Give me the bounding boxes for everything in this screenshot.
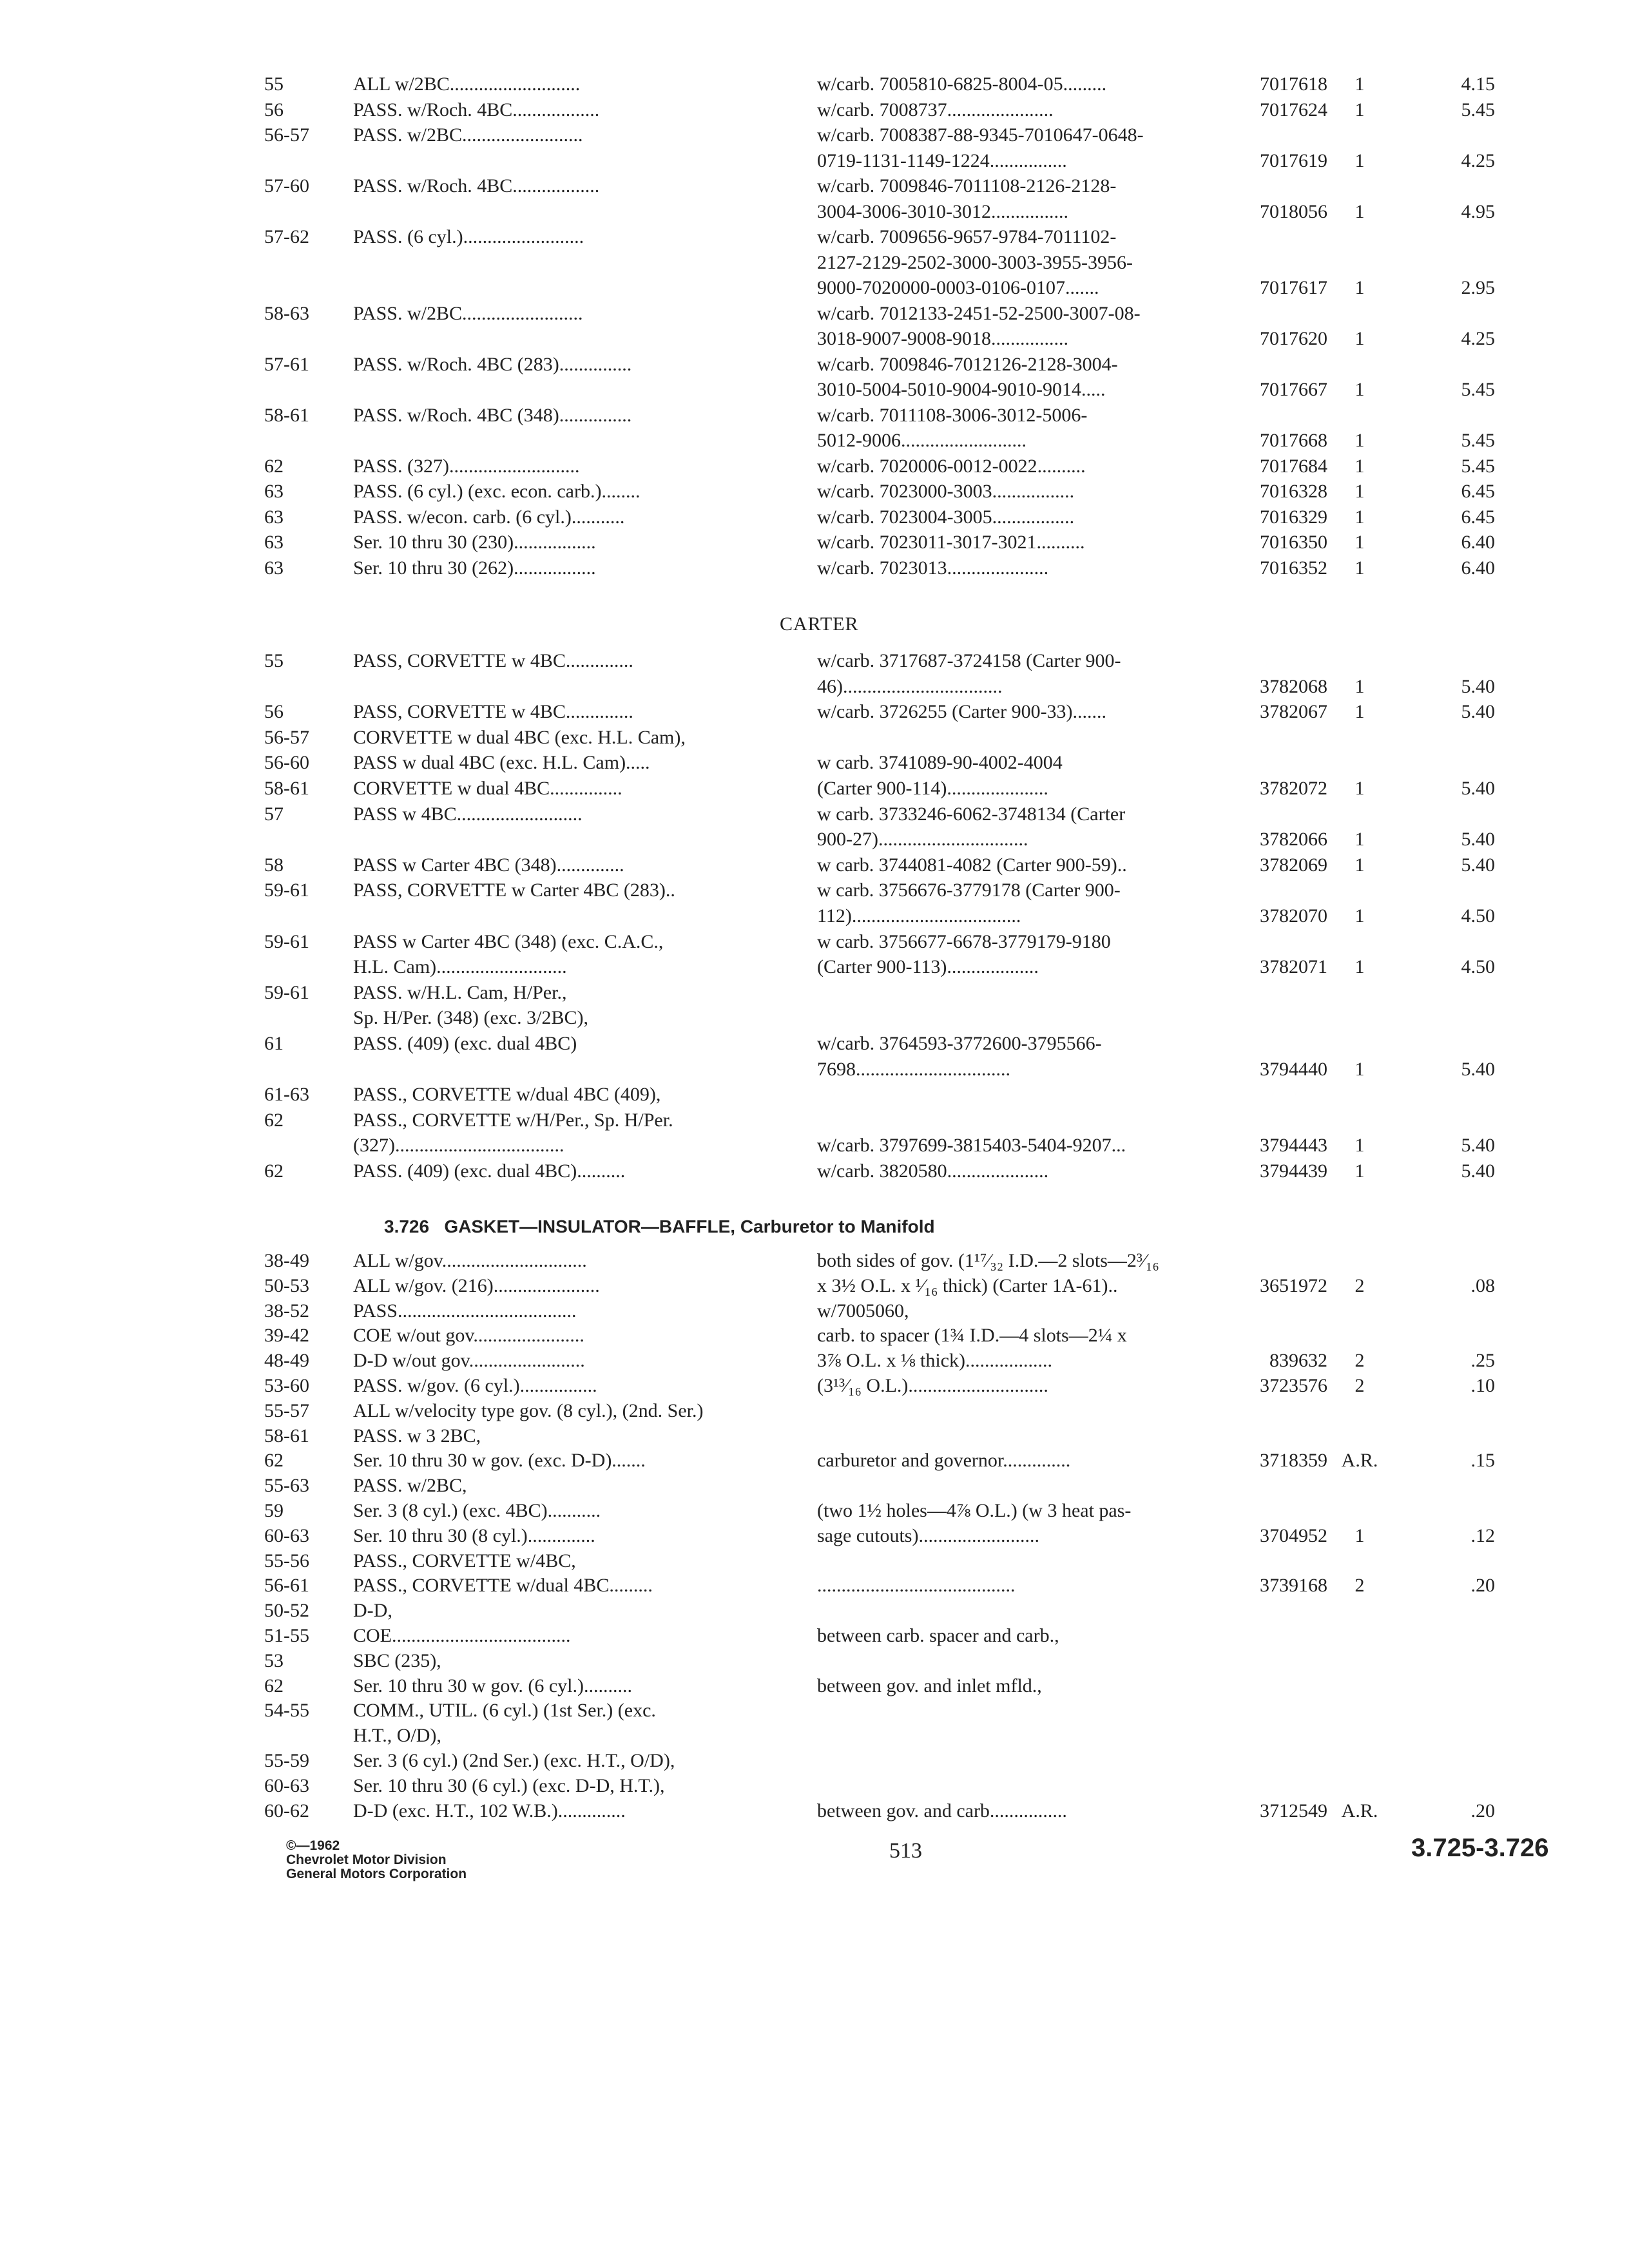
description-cell: w/carb. 3726255 (Carter 900-33)....... [817,701,1107,723]
year-cell: 38-52 [264,1300,309,1321]
quantity-cell: 1 [1354,675,1365,697]
part-number-cell: 7017617 [1260,277,1327,298]
application-cell: PASS, CORVETTE w Carter 4BC (283).. [353,879,675,901]
application-cell: PASS., CORVETTE w/dual 4BC (409), [353,1084,661,1106]
quantity-cell: 1 [1354,200,1365,222]
year-cell: 48-49 [264,1350,309,1372]
year-cell: 63 [264,532,284,553]
description-cell: sage cutouts)......................... [817,1524,1039,1546]
quantity-cell: 1 [1354,1058,1365,1080]
description-cell: w/carb. 7023004-3005................. [817,506,1075,528]
application-cell: ALL w/gov. (216)...................... [353,1274,600,1296]
quantity-cell: 2 [1354,1575,1365,1597]
year-cell: 62 [264,1675,284,1696]
corporation-name: General Motors Corporation [286,1867,467,1881]
quantity-cell: 1 [1354,277,1365,298]
description-cell: 7698................................ [817,1058,1010,1080]
description-cell: (3¹³⁄₁₆ O.L.)............................. [817,1375,1048,1396]
year-cell: 62 [264,1160,284,1182]
description-cell: between gov. and inlet mfld., [817,1675,1042,1696]
application-cell: PASS. (6 cyl.) (exc. econ. carb.)........ [353,481,641,502]
year-cell: 63 [264,557,284,579]
description-cell: w/carb. 3717687-3724158 (Carter 900- [817,650,1121,671]
year-cell: 59-61 [264,981,309,1003]
quantity-cell: 1 [1354,1135,1365,1157]
description-cell: 2127-2129-2502-3000-3003-3955-3956- [817,251,1133,273]
year-cell: 55-59 [264,1750,309,1771]
price-cell: 6.40 [1461,532,1495,553]
description-cell: ......................................... [817,1575,1016,1597]
year-cell: 55 [264,73,284,95]
quantity-cell: 1 [1354,778,1365,799]
part-number-cell: 7017684 [1260,455,1327,477]
quantity-cell: 1 [1354,701,1365,723]
description-cell: w/carb. 7008737...................... [817,99,1054,120]
description-cell: w/carb. 7009846-7011108-2126-2128- [817,175,1117,197]
year-cell: 60-63 [264,1524,309,1546]
part-number-cell: 7017667 [1260,379,1327,400]
year-cell: 59 [264,1500,284,1521]
price-cell: .15 [1470,1450,1495,1472]
price-cell: 5.40 [1461,675,1495,697]
quantity-cell: 1 [1354,829,1365,850]
application-cell: Ser. 3 (8 cyl.) (exc. 4BC)........... [353,1500,601,1521]
part-number-cell: 3723576 [1260,1375,1327,1396]
description-cell: w/carb. 7011108-3006-3012-5006- [817,404,1088,426]
group-number: 3.726 [384,1216,430,1236]
application-cell: PASS. w/2BC......................... [353,302,583,324]
description-cell: 46)................................. [817,675,1003,697]
description-cell: w/carb. 7005810-6825-8004-05......... [817,73,1107,95]
year-cell: 38-49 [264,1250,309,1271]
application-cell: PASS w Carter 4BC (348).............. [353,854,624,876]
part-number-cell: 7016329 [1260,506,1327,528]
part-number-cell: 7016328 [1260,481,1327,502]
year-cell: 56-60 [264,752,309,774]
part-number-cell: 3782070 [1260,905,1327,927]
quantity-cell: 1 [1354,557,1365,579]
year-cell: 61 [264,1033,284,1054]
price-cell: 4.25 [1461,328,1495,349]
year-cell: 59-61 [264,930,309,952]
application-cell: COE w/out gov....................... [353,1325,584,1347]
part-number-cell: 3704952 [1260,1524,1327,1546]
part-number-cell: 7018056 [1260,200,1327,222]
price-cell: 4.25 [1461,149,1495,171]
application-cell: COE..................................... [353,1625,571,1646]
application-cell: Ser. 10 thru 30 w gov. (exc. D-D)....... [353,1450,646,1472]
division-name: Chevrolet Motor Division [286,1852,447,1867]
year-cell: 51-55 [264,1625,309,1646]
quantity-cell: A.R. [1341,1800,1378,1821]
part-number-cell: 3782071 [1260,956,1327,978]
application-cell: PASS. w/2BC......................... [353,124,583,146]
description-cell: (two 1½ holes—4⅞ O.L.) (w 3 heat pas- [817,1500,1132,1521]
year-cell: 63 [264,481,284,502]
part-number-cell: 3782069 [1260,854,1327,876]
year-cell: 61-63 [264,1084,309,1106]
application-cell: Sp. H/Per. (348) (exc. 3/2BC), [353,1007,588,1029]
group-heading [384,1216,935,1237]
price-cell: 5.40 [1461,778,1495,799]
group-title: GASKET—INSULATOR—BAFFLE, [444,1216,736,1236]
quantity-cell: 1 [1354,455,1365,477]
description-cell: carburetor and governor.............. [817,1450,1071,1472]
price-cell: 5.40 [1461,1058,1495,1080]
quantity-cell: 2 [1354,1350,1365,1372]
description-cell: (Carter 900-114)..................... [817,778,1048,799]
part-number-cell: 3739168 [1260,1575,1327,1597]
year-cell: 62 [264,1450,284,1472]
description-cell: w/carb. 7012133-2451-52-2500-3007-08- [817,302,1141,324]
application-cell: PASS. (409) (exc. dual 4BC) [353,1033,577,1054]
year-cell: 56-61 [264,1575,309,1597]
quantity-cell: 1 [1354,1524,1365,1546]
quantity-cell: 1 [1354,956,1365,978]
description-cell: 3018-9007-9008-9018................ [817,328,1068,349]
price-cell: 5.40 [1461,1135,1495,1157]
year-cell: 63 [264,506,284,528]
part-number-cell: 3794443 [1260,1135,1327,1157]
year-cell: 55-56 [264,1550,309,1571]
description-cell: between carb. spacer and carb., [817,1625,1059,1646]
price-cell: 6.45 [1461,481,1495,502]
description-cell: 5012-9006.......................... [817,430,1027,451]
part-number-cell: 3782066 [1260,829,1327,850]
description-cell: carb. to spacer (1¾ I.D.—4 slots—2¼ x [817,1325,1127,1347]
application-cell: PASS. (6 cyl.)......................... [353,226,584,247]
part-number-cell: 7017620 [1260,328,1327,349]
year-cell: 56-57 [264,124,309,146]
description-cell: w/carb. 7020006-0012-0022.......... [817,455,1086,477]
carter-heading: CARTER [780,613,859,635]
year-cell: 62 [264,1109,284,1131]
application-cell: PASS, CORVETTE w 4BC.............. [353,701,633,723]
part-number-cell: 3782072 [1260,778,1327,799]
application-cell: SBC (235), [353,1649,441,1671]
description-cell: w/carb. 3820580..................... [817,1160,1049,1182]
quantity-cell: 1 [1354,73,1365,95]
year-cell: 54-55 [264,1700,309,1722]
price-cell: 4.50 [1461,956,1495,978]
price-cell: 6.40 [1461,557,1495,579]
application-cell: D-D, [353,1600,392,1622]
application-cell: Ser. 10 thru 30 (230)................. [353,532,596,553]
price-cell: 5.45 [1461,430,1495,451]
application-cell: ALL w/velocity type gov. (8 cyl.), (2nd. Ser.) [353,1399,704,1421]
application-cell: PASS w 4BC.......................... [353,803,583,825]
price-cell: 5.40 [1461,1160,1495,1182]
description-cell: x 3½ O.L. x ¹⁄₁₆ thick) (Carter 1A-61).. [817,1274,1118,1296]
description-cell: w/carb. 7023000-3003................. [817,481,1075,502]
description-cell: 9000-7020000-0003-0106-0107....... [817,277,1099,298]
part-number-cell: 3651972 [1260,1274,1327,1296]
application-cell: PASS, CORVETTE w 4BC.............. [353,650,633,671]
quantity-cell: 1 [1354,481,1365,502]
application-cell: PASS. w/Roch. 4BC (283)............... [353,353,632,375]
description-cell: w/carb. 7023011-3017-3021.......... [817,532,1085,553]
year-cell: 60-63 [264,1774,309,1796]
price-cell: .20 [1470,1575,1495,1597]
year-cell: 39-42 [264,1325,309,1347]
application-cell: PASS. (409) (exc. dual 4BC).......... [353,1160,626,1182]
description-cell: between gov. and carb................ [817,1800,1067,1821]
part-number-cell: 3718359 [1260,1450,1327,1472]
year-cell: 58-61 [264,404,309,426]
description-cell: 0719-1131-1149-1224................ [817,149,1067,171]
part-number-cell: 7017668 [1260,430,1327,451]
application-cell: Ser. 10 thru 30 (6 cyl.) (exc. D-D, H.T.), [353,1774,665,1796]
description-cell: 3⅞ O.L. x ⅛ thick).................. [817,1350,1052,1372]
year-cell: 56-57 [264,726,309,748]
price-cell: .12 [1470,1524,1495,1546]
price-cell: .10 [1470,1375,1495,1396]
description-cell: w carb. 3744081-4082 (Carter 900-59).. [817,854,1127,876]
part-number-cell: 3782067 [1260,701,1327,723]
application-cell: Ser. 3 (6 cyl.) (2nd Ser.) (exc. H.T., O/D), [353,1750,675,1771]
application-cell: PASS. w/gov. (6 cyl.)................ [353,1375,597,1396]
price-cell: .25 [1470,1350,1495,1372]
part-number-cell: 3794439 [1260,1160,1327,1182]
part-number-cell: 7016352 [1260,557,1327,579]
part-number-cell: 7017619 [1260,149,1327,171]
year-cell: 50-52 [264,1600,309,1622]
price-cell: 5.45 [1461,379,1495,400]
quantity-cell: 1 [1354,854,1365,876]
price-cell: .20 [1470,1800,1495,1821]
quantity-cell: 1 [1354,99,1365,120]
application-cell: PASS. (327)........................... [353,455,580,477]
description-cell: both sides of gov. (1¹⁷⁄₃₂ I.D.—2 slots—2³⁄₁₆ [817,1250,1159,1271]
price-cell: 6.45 [1461,506,1495,528]
application-cell: H.L. Cam)........................... [353,956,567,978]
description-cell: 3004-3006-3010-3012................ [817,200,1068,222]
price-cell: .08 [1470,1274,1495,1296]
application-cell: PASS. w/Roch. 4BC.................. [353,175,600,197]
part-number-cell: 839632 [1269,1350,1327,1372]
group-subtitle: Carburetor to Manifold [740,1216,935,1236]
year-cell: 62 [264,455,284,477]
price-cell: 5.40 [1461,854,1495,876]
year-cell: 55 [264,650,284,671]
copyright-year: ©—1962 [286,1838,340,1853]
application-cell: PASS w dual 4BC (exc. H.L. Cam)..... [353,752,650,774]
quantity-cell: 1 [1354,506,1365,528]
application-cell: PASS., CORVETTE w/4BC, [353,1550,576,1571]
application-cell: CORVETTE w dual 4BC............... [353,778,622,799]
description-cell: w carb. 3756677-6678-3779179-9180 [817,930,1111,952]
application-cell: D-D (exc. H.T., 102 W.B.).............. [353,1800,626,1821]
application-cell: PASS. w 3 2BC, [353,1425,481,1446]
application-cell: ALL w/2BC........................... [353,73,581,95]
part-number-cell: 3782068 [1260,675,1327,697]
part-number-cell: 3712549 [1260,1800,1327,1821]
description-cell: 112)................................... [817,905,1021,927]
part-number-cell: 7017624 [1260,99,1327,120]
description-cell: w/carb. 3764593-3772600-3795566- [817,1033,1102,1054]
price-cell: 4.95 [1461,200,1495,222]
description-cell: w/carb. 3797699-3815403-5404-9207... [817,1135,1126,1157]
price-cell: 5.40 [1461,829,1495,850]
application-cell: Ser. 10 thru 30 (262)................. [353,557,596,579]
application-cell: PASS..................................... [353,1300,577,1321]
part-number-cell: 7017618 [1260,73,1327,95]
year-cell: 55-63 [264,1475,309,1497]
part-number-cell: 3794440 [1260,1058,1327,1080]
copyright-block [286,1839,467,1881]
application-cell: H.T., O/D), [353,1725,441,1747]
price-cell: 5.45 [1461,99,1495,120]
description-cell: w/carb. 7009846-7012126-2128-3004- [817,353,1118,375]
application-cell: Ser. 10 thru 30 (8 cyl.).............. [353,1524,595,1546]
quantity-cell: 1 [1354,149,1365,171]
quantity-cell: 1 [1354,905,1365,927]
price-cell: 5.40 [1461,701,1495,723]
application-cell: PASS. w/2BC, [353,1475,467,1497]
description-cell: w/carb. 7008387-88-9345-7010647-0648- [817,124,1144,146]
price-cell: 5.45 [1461,455,1495,477]
description-cell: w carb. 3733246-6062-3748134 (Carter [817,803,1126,825]
year-cell: 58-61 [264,778,309,799]
quantity-cell: A.R. [1341,1450,1378,1472]
application-cell: PASS. w/econ. carb. (6 cyl.)........... [353,506,625,528]
year-cell: 53-60 [264,1375,309,1396]
description-cell: 900-27)............................... [817,829,1028,850]
description-cell: w carb. 3756676-3779178 (Carter 900- [817,879,1121,901]
quantity-cell: 1 [1354,1160,1365,1182]
price-cell: 2.95 [1461,277,1495,298]
price-cell: 4.15 [1461,73,1495,95]
part-number-cell: 7016350 [1260,532,1327,553]
quantity-cell: 1 [1354,430,1365,451]
application-cell: COMM., UTIL. (6 cyl.) (1st Ser.) (exc. [353,1700,656,1722]
description-cell: 3010-5004-5010-9004-9010-9014..... [817,379,1106,400]
year-cell: 56 [264,701,284,723]
year-cell: 57-61 [264,353,309,375]
year-cell: 56 [264,99,284,120]
year-cell: 53 [264,1649,284,1671]
quantity-cell: 1 [1354,328,1365,349]
application-cell: D-D w/out gov........................ [353,1350,585,1372]
application-cell: CORVETTE w dual 4BC (exc. H.L. Cam), [353,726,686,748]
quantity-cell: 1 [1354,379,1365,400]
year-cell: 55-57 [264,1399,309,1421]
application-cell: PASS w Carter 4BC (348) (exc. C.A.C., [353,930,664,952]
year-cell: 57-62 [264,226,309,247]
application-cell: PASS., CORVETTE w/H/Per., Sp. H/Per. [353,1109,673,1131]
description-cell: w/carb. 7009656-9657-9784-7011102- [817,226,1117,247]
price-cell: 4.50 [1461,905,1495,927]
section-range: 3.725-3.726 [1411,1834,1549,1862]
application-cell: PASS. w/H.L. Cam, H/Per., [353,981,567,1003]
description-cell: w/carb. 7023013..................... [817,557,1049,579]
application-cell: PASS., CORVETTE w/dual 4BC......... [353,1575,653,1597]
application-cell: PASS. w/Roch. 4BC.................. [353,99,600,120]
year-cell: 58-63 [264,302,309,324]
application-cell: Ser. 10 thru 30 w gov. (6 cyl.).......... [353,1675,633,1696]
description-cell: w carb. 3741089-90-4002-4004 [817,752,1063,774]
application-cell: PASS. w/Roch. 4BC (348)............... [353,404,632,426]
page-number: 513 [889,1839,922,1863]
year-cell: 58 [264,854,284,876]
description-cell: (Carter 900-113)................... [817,956,1039,978]
description-cell: w/7005060, [817,1300,909,1321]
year-cell: 59-61 [264,879,309,901]
year-cell: 57 [264,803,284,825]
quantity-cell: 1 [1354,532,1365,553]
quantity-cell: 2 [1354,1274,1365,1296]
application-cell: (327)................................... [353,1135,564,1157]
year-cell: 58-61 [264,1425,309,1446]
quantity-cell: 2 [1354,1375,1365,1396]
year-cell: 60-62 [264,1800,309,1821]
application-cell: ALL w/gov.............................. [353,1250,587,1271]
year-cell: 57-60 [264,175,309,197]
year-cell: 50-53 [264,1274,309,1296]
